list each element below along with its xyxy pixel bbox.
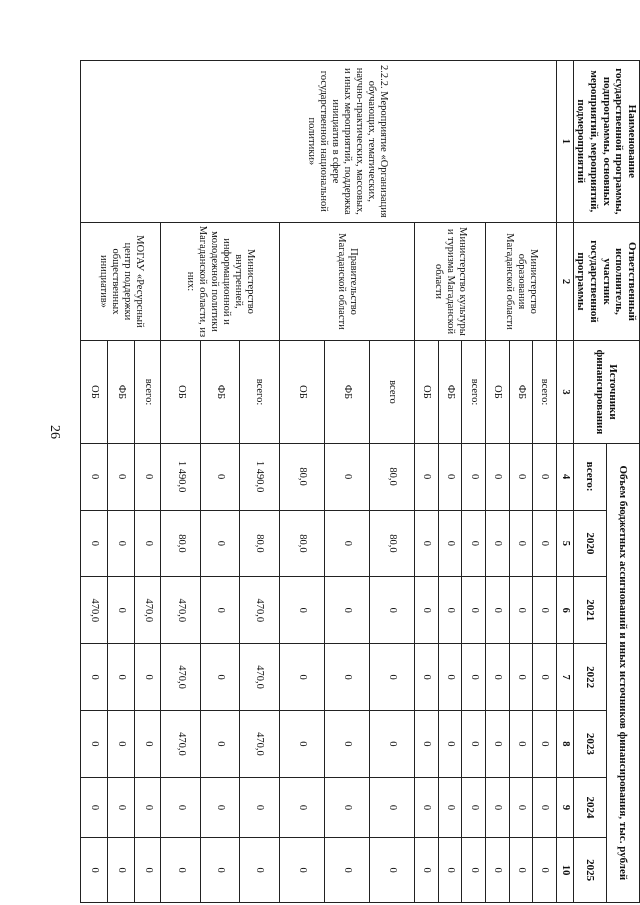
value-cell: 80,0 — [369, 510, 414, 577]
source-cell: ФБ — [324, 341, 369, 443]
value-cell: 0 — [438, 777, 462, 837]
source-cell: всего — [369, 341, 414, 443]
source-cell: всего: — [134, 341, 161, 443]
value-cell: 0 — [533, 838, 557, 903]
value-cell: 0 — [81, 711, 108, 778]
value-cell: 0 — [462, 443, 486, 510]
year-header: 2022 — [573, 644, 606, 711]
value-cell: 0 — [324, 838, 369, 903]
value-cell: 0 — [438, 510, 462, 577]
year-header: 2020 — [573, 510, 606, 577]
table-row — [240, 61, 279, 903]
value-cell: 0 — [369, 711, 414, 778]
value-cell: 0 — [509, 443, 533, 510]
value-cell: 0 — [509, 838, 533, 903]
value-cell: 0 — [369, 644, 414, 711]
activity-name-cell — [415, 61, 486, 223]
value-cell: 0 — [81, 443, 108, 510]
value-cell: 0 — [200, 577, 239, 644]
value-cell: 0 — [134, 443, 161, 510]
value-cell: 0 — [462, 510, 486, 577]
value-cell: 80,0 — [240, 510, 279, 577]
value-cell: 0 — [200, 644, 239, 711]
executor-cell: Министерство образования Магаданской области — [485, 222, 556, 341]
source-cell: ОБ — [415, 341, 439, 443]
table-row — [533, 61, 557, 903]
table-row — [462, 61, 486, 903]
year-header: всего: — [573, 443, 606, 510]
executor-cell: Правительство Магаданской области — [279, 222, 414, 341]
value-cell: 0 — [279, 711, 324, 778]
activity-name-cell — [81, 61, 161, 223]
value-cell: 470,0 — [240, 644, 279, 711]
source-cell: ФБ — [200, 341, 239, 443]
header-executor: Ответственный исполнитель, участник государственной программы — [573, 222, 639, 341]
column-number: 1 — [556, 61, 573, 223]
executor-cell: Министерство внутренней, информационной и молодежной политики Магаданской области, из них: — [161, 222, 279, 341]
source-cell: ОБ — [161, 341, 200, 443]
source-cell: всего: — [533, 341, 557, 443]
value-cell: 0 — [485, 443, 509, 510]
value-cell: 1 490,0 — [240, 443, 279, 510]
value-cell: 0 — [462, 838, 486, 903]
source-cell: всего: — [240, 341, 279, 443]
value-cell: 0 — [81, 777, 108, 837]
value-cell: 0 — [462, 711, 486, 778]
value-cell: 0 — [438, 644, 462, 711]
value-cell: 0 — [279, 838, 324, 903]
value-cell: 0 — [415, 644, 439, 711]
year-header: 2023 — [573, 711, 606, 778]
value-cell: 0 — [324, 644, 369, 711]
value-cell: 0 — [369, 777, 414, 837]
value-cell: 0 — [438, 838, 462, 903]
value-cell: 0 — [134, 510, 161, 577]
value-cell: 0 — [200, 777, 239, 837]
value-cell: 0 — [107, 711, 134, 778]
value-cell: 0 — [134, 644, 161, 711]
column-number: 7 — [556, 644, 573, 711]
value-cell: 0 — [485, 644, 509, 711]
column-number: 10 — [556, 838, 573, 903]
source-cell: ФБ — [438, 341, 462, 443]
value-cell: 0 — [415, 711, 439, 778]
value-cell: 0 — [485, 711, 509, 778]
value-cell: 470,0 — [81, 577, 108, 644]
value-cell: 0 — [200, 443, 239, 510]
value-cell: 0 — [134, 777, 161, 837]
value-cell: 0 — [415, 577, 439, 644]
value-cell: 0 — [438, 443, 462, 510]
column-numbers-row — [556, 61, 573, 903]
value-cell: 0 — [200, 838, 239, 903]
source-cell: ОБ — [279, 341, 324, 443]
value-cell: 0 — [533, 644, 557, 711]
column-number: 3 — [556, 341, 573, 443]
value-cell: 0 — [107, 644, 134, 711]
table-body — [81, 61, 557, 903]
value-cell: 0 — [200, 510, 239, 577]
value-cell: 0 — [533, 777, 557, 837]
value-cell: 470,0 — [134, 577, 161, 644]
value-cell: 0 — [240, 838, 279, 903]
value-cell: 0 — [107, 777, 134, 837]
header-row-1 — [606, 61, 639, 903]
value-cell: 0 — [107, 577, 134, 644]
header-name: Наименование государственной программы, подпрограммы, основных мероприятий, мероприятий, подмероприятий — [573, 61, 639, 223]
header-volume: Объем бюджетных ассигнований и иных источников финансирования, тыс. рублей — [606, 443, 639, 902]
table-row — [369, 61, 414, 903]
year-header: 2024 — [573, 777, 606, 837]
value-cell: 0 — [415, 443, 439, 510]
value-cell: 1 490,0 — [161, 443, 200, 510]
value-cell: 0 — [415, 510, 439, 577]
value-cell: 0 — [324, 711, 369, 778]
value-cell: 0 — [81, 510, 108, 577]
value-cell: 0 — [509, 777, 533, 837]
financing-table — [80, 60, 640, 903]
value-cell: 0 — [509, 711, 533, 778]
value-cell: 0 — [107, 838, 134, 903]
value-cell: 470,0 — [161, 577, 200, 644]
value-cell: 0 — [324, 510, 369, 577]
value-cell: 0 — [533, 443, 557, 510]
value-cell: 0 — [81, 838, 108, 903]
header-source: Источники финансирования — [573, 341, 639, 443]
source-cell: ФБ — [107, 341, 134, 443]
executor-cell: МОГАУ «Ресурсный центр поддержки общественных инициатив» — [81, 222, 161, 341]
value-cell: 80,0 — [279, 443, 324, 510]
value-cell: 0 — [533, 577, 557, 644]
value-cell: 80,0 — [369, 443, 414, 510]
value-cell: 0 — [161, 777, 200, 837]
value-cell: 0 — [324, 577, 369, 644]
value-cell: 470,0 — [240, 577, 279, 644]
activity-name-cell — [161, 61, 279, 223]
financing-table-container — [89, 60, 640, 903]
source-cell: ФБ — [509, 341, 533, 443]
value-cell: 470,0 — [161, 711, 200, 778]
source-cell: всего: — [462, 341, 486, 443]
value-cell: 0 — [279, 577, 324, 644]
value-cell: 0 — [438, 577, 462, 644]
value-cell: 0 — [533, 711, 557, 778]
year-header: 2025 — [573, 838, 606, 903]
value-cell: 0 — [107, 443, 134, 510]
year-header: 2021 — [573, 577, 606, 644]
value-cell: 0 — [81, 644, 108, 711]
column-number: 6 — [556, 577, 573, 644]
column-number: 5 — [556, 510, 573, 577]
value-cell: 80,0 — [279, 510, 324, 577]
value-cell: 0 — [200, 711, 239, 778]
value-cell: 0 — [324, 777, 369, 837]
value-cell: 0 — [438, 711, 462, 778]
value-cell: 0 — [509, 577, 533, 644]
activity-name-cell — [485, 61, 556, 223]
value-cell: 0 — [107, 510, 134, 577]
value-cell: 0 — [279, 644, 324, 711]
value-cell: 0 — [240, 777, 279, 837]
value-cell: 0 — [324, 443, 369, 510]
value-cell: 0 — [485, 777, 509, 837]
source-cell: ОБ — [81, 341, 108, 443]
column-number: 4 — [556, 443, 573, 510]
value-cell: 0 — [485, 510, 509, 577]
value-cell: 0 — [509, 510, 533, 577]
activity-name-cell: 2.2.2. Мероприятие «Организация обучающих, тематических, научно-практических, массовых, и иных мероприятий, поддержка инициатив в сфере государственной национальной политики» — [279, 61, 414, 223]
value-cell: 0 — [134, 711, 161, 778]
value-cell: 80,0 — [161, 510, 200, 577]
source-cell: ОБ — [485, 341, 509, 443]
value-cell: 0 — [134, 838, 161, 903]
column-number: 2 — [556, 222, 573, 341]
value-cell: 0 — [485, 577, 509, 644]
value-cell: 470,0 — [240, 711, 279, 778]
value-cell: 0 — [462, 577, 486, 644]
table-row — [134, 61, 161, 903]
value-cell: 0 — [369, 577, 414, 644]
value-cell: 0 — [462, 777, 486, 837]
value-cell: 0 — [462, 644, 486, 711]
value-cell: 0 — [415, 777, 439, 837]
value-cell: 0 — [485, 838, 509, 903]
value-cell: 470,0 — [161, 644, 200, 711]
executor-cell: Министерство культуры и туризма Магаданской области — [415, 222, 486, 341]
column-number: 9 — [556, 777, 573, 837]
value-cell: 0 — [509, 644, 533, 711]
column-number: 8 — [556, 711, 573, 778]
value-cell: 0 — [161, 838, 200, 903]
value-cell: 0 — [369, 838, 414, 903]
value-cell: 0 — [533, 510, 557, 577]
value-cell: 0 — [415, 838, 439, 903]
page-number: 26 — [47, 425, 62, 439]
value-cell: 0 — [279, 777, 324, 837]
